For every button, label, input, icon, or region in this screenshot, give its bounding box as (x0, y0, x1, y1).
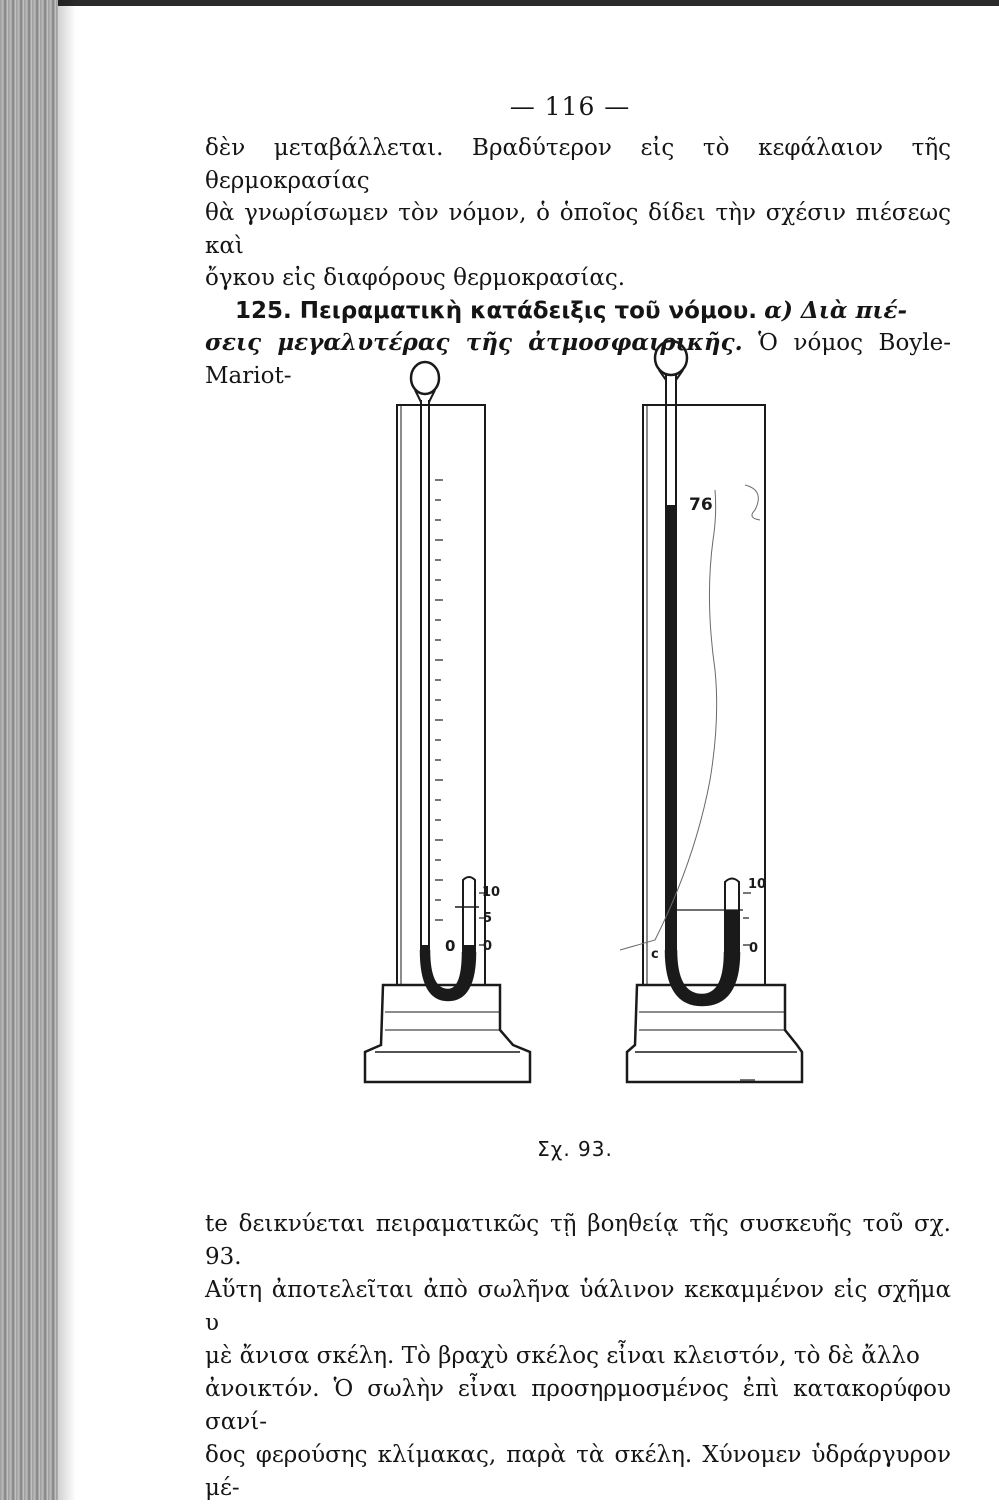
right-label-76: 76 (689, 495, 713, 515)
apparatus-drawing (345, 340, 825, 1100)
text-line: δὲν μεταβάλλεται. Βραδύτερον εἰς τὸ κεφάλαιον τῆς θερμοκρασίας (205, 135, 951, 194)
figure-caption: Σχ. 93. (537, 1137, 613, 1161)
text-line: ἀνοικτόν. Ὁ σωλὴν εἶναι προσηρμοσμένος ἐπὶ κατακορύφου σανί- (205, 1376, 951, 1435)
right-mercury-column (666, 505, 676, 950)
left-short-tube (463, 877, 475, 952)
right-apparatus (620, 341, 802, 1082)
gutter-shadow (58, 0, 76, 1500)
left-funnel (411, 362, 439, 394)
right-label-0: 0 (749, 941, 759, 956)
section-subtitle: α) Διὰ πιέ- (764, 296, 908, 324)
right-label-10: 10 (748, 877, 767, 892)
left-apparatus (365, 362, 530, 1082)
left-label-5: 5 (483, 911, 493, 926)
text-line: Αὕτη ἀποτελεῖται ἀπὸ σωλῆνα ὑάλινον κεκαμμένον εἰς σχῆμα υ (205, 1277, 951, 1336)
section-heading (205, 295, 951, 328)
left-scale-ticks (435, 480, 485, 945)
book-page-edges (0, 0, 58, 1500)
section-subtitle-cont: σεις μεγαλυτέρας τῆς ἀτμοσφαιρικῆς. (205, 329, 743, 356)
left-board (397, 405, 485, 985)
section-title: 125. Πειραματικὴ κατάδειξις τοῦ νόμου. (235, 297, 757, 324)
text-line: μὲ ἄνισα σκέλη. Τὸ βραχὺ σκέλος εἶναι κλειστόν, τὸ δὲ ἄλλο (205, 1343, 920, 1369)
right-board (643, 405, 765, 985)
right-scale-ticks (743, 893, 751, 945)
text-line: ὄγκου εἰς διαφόρους θερμοκρασίας. (205, 265, 626, 291)
text-line: δος φερούσης κλίμακας, παρὰ τὰ σκέλη. Χύνομεν ὑδράργυρον μέ- (205, 1442, 951, 1501)
body-paragraph (205, 1208, 951, 1505)
right-label-c: c (651, 947, 659, 962)
left-label-0-scale: 0 (483, 939, 493, 954)
boyle-apparatus-figure (345, 340, 825, 1100)
text-line: te δεικνύεται πειραματικῶς τῇ βοηθείᾳ τῆς συσκευῆς τοῦ σχ. 93. (205, 1211, 951, 1270)
left-label-0-tube: 0 (445, 937, 456, 955)
text-line: θὰ γνωρίσωμεν τὸν νόμον, ὁ ὁποῖος δίδει τὴν σχέσιν πιέσεως καὶ (205, 200, 951, 259)
page-top-edge (0, 0, 999, 6)
section-continuation: Ὁ νόμος Boyle-Mariot- (205, 330, 952, 389)
page-number: — 116 — (509, 92, 631, 121)
left-label-10: 10 (482, 885, 501, 900)
